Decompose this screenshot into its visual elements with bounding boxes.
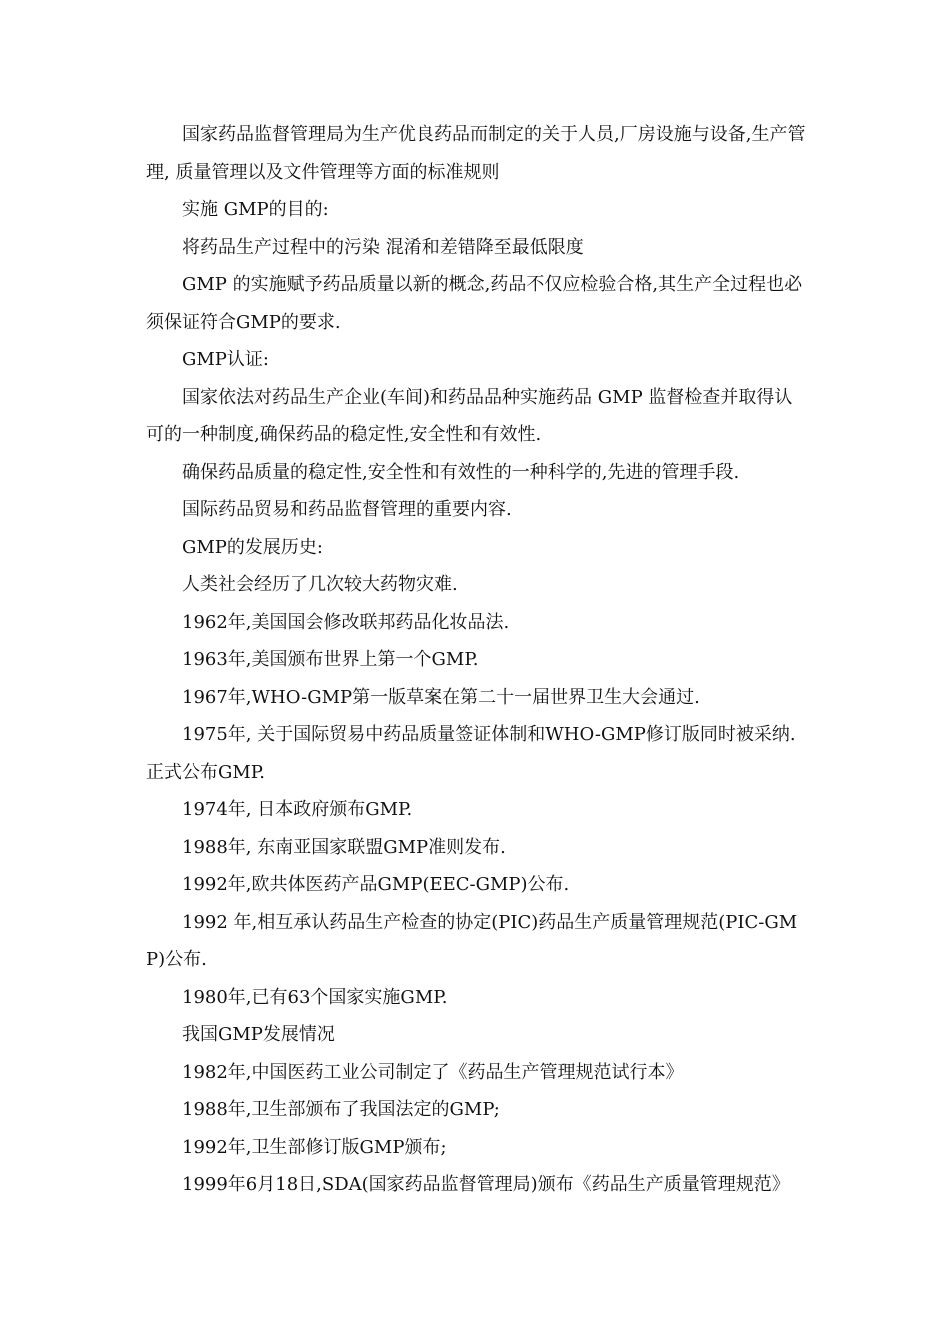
paragraph-gmp-certification-heading: GMP认证: (182, 349, 269, 370)
document-body (146, 116, 810, 1204)
paragraph: 人类社会经历了几次较大药物灾难. (182, 574, 458, 595)
paragraph-gmp-definition: 国家药品监督管理局为生产优良药品而制定的关于人员,厂房设施与设备,生产管理, 质量管理以及文件管理等方面的标准规则 (146, 124, 806, 183)
history-item: 1992年,欧共体医药产品GMP(EEC-GMP)公布. (182, 874, 570, 895)
history-item: 1982年,中国医药工业公司制定了《药品生产管理规范试行本》 (182, 1061, 684, 1083)
paragraph: 国家依法对药品生产企业(车间)和药品品种实施药品 GMP 监督检查并取得认可的一种制度,确保药品的稳定性,安全性和有效性. (146, 386, 793, 445)
history-item: 1992年,卫生部修订版GMP颁布; (182, 1136, 447, 1158)
history-item: 1988年, 东南亚国家联盟GMP准则发布. (182, 836, 506, 858)
paragraph-china-gmp-heading: 我国GMP发展情况 (182, 1024, 335, 1045)
history-item: 1963年,美国颁布世界上第一个GMP. (182, 649, 479, 670)
history-item: 1980年,已有63个国家实施GMP. (182, 986, 448, 1008)
history-item: 1974年, 日本政府颁布GMP. (182, 799, 413, 820)
paragraph: 确保药品质量的稳定性,安全性和有效性的一种科学的,先进的管理手段. (182, 461, 740, 483)
paragraph: 国际药品贸易和药品监督管理的重要内容. (182, 499, 512, 520)
history-item: 1975年, 关于国际贸易中药品质量签证体制和WHO-GMP修订版同时被采纳.正式公布GMP. (146, 724, 796, 783)
history-item: 1962年,美国国会修改联邦药品化妆品法. (182, 611, 510, 633)
history-item: 1967年,WHO-GMP第一版草案在第二十一届世界卫生大会通过. (182, 686, 700, 708)
history-item: 1988年,卫生部颁布了我国法定的GMP; (182, 1099, 500, 1120)
paragraph-gmp-history-heading: GMP的发展历史: (182, 536, 323, 558)
paragraph-gmp-purpose-heading: 实施 GMP的目的: (182, 199, 329, 220)
history-item: 1992 年,相互承认药品生产检查的协定(PIC)药品生产质量管理规范(PIC-GMP)公布. (146, 911, 798, 970)
history-item: 1999年6月18日,SDA(国家药品监督管理局)颁布《药品生产质量管理规范》 (182, 1174, 790, 1195)
paragraph: 将药品生产过程中的污染 混淆和差错降至最低限度 (182, 236, 584, 258)
paragraph: GMP 的实施赋予药品质量以新的概念,药品不仅应检验合格,其生产全过程也必须保证符合GMP的要求. (146, 274, 803, 333)
